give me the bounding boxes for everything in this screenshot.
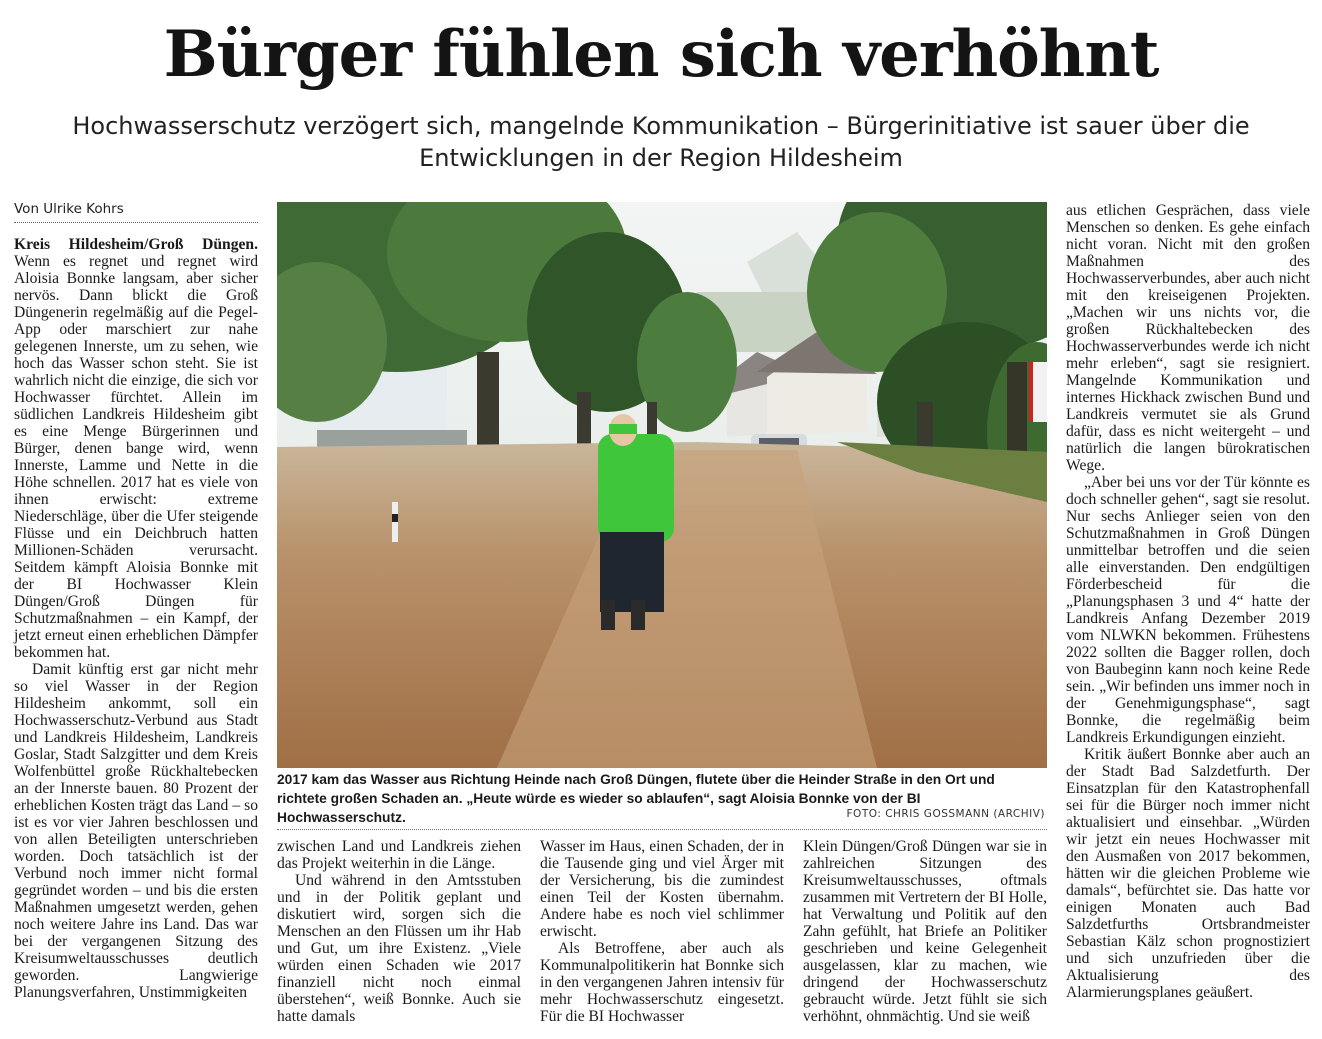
flood-photo-image bbox=[277, 202, 1047, 768]
article-column-3 bbox=[540, 838, 784, 1025]
byline: Von Ulrike Kohrs bbox=[14, 200, 258, 223]
photo-caption: 2017 kam das Wasser aus Richtung Heinde nach Groß Düngen, flutete über die Heinder Straße in den Ort und richtete großen Schaden an. „Heute würde es wieder so ablaufen“, sagt Aloisia Bonnke von der BI Hochwasserschutz. bbox=[277, 772, 995, 825]
paragraph: aus etlichen Gesprächen, dass viele Menschen so denken. Es gehe einfach nicht voran. Nicht mit den großen Maßnahmen des Hochwasserverbundes, aber auch nicht mit den kreiseigenen Projekten. „Machen wir uns nichts vor, die großen Rückhaltebecken des Hochwasserverbundes werde ich nicht mehr erleben“, sagt sie resigniert. Mangelnde Kommunikation und internes Hickhack zwischen Bund und Landkreis vermutet sie als Grund dafür, dass es nicht weitergeht – und natürlich die langen bürokratischen Wege. bbox=[1066, 202, 1310, 474]
dateline: Kreis Hildesheim/Groß Düngen. bbox=[14, 236, 258, 253]
article-column-2 bbox=[277, 838, 521, 1025]
paragraph: Und während in den Amtsstuben und in der Politik geplant und diskutiert wird, sorgen sich die Menschen an den Flüssen um ihr Hab und Gut, um ihre Existenz. „Viele würden einen Schaden wie 2017 finanziell nicht noch einmal überstehen“, weiß Bonnke. Auch sie hatte damals bbox=[277, 872, 521, 1025]
paragraph: Wasser im Haus, einen Schaden, der in die Tausende ging und viel Ärger mit der Versicherung, bis die zumindest einen Teil der Kosten übernahm. Andere habe es noch viel schlimmer erwischt. bbox=[540, 838, 784, 940]
article-column-4 bbox=[803, 838, 1047, 1025]
article-column-1 bbox=[14, 236, 258, 1001]
paragraph: Damit künftig erst gar nicht mehr so viel Wasser in der Region Hildesheim ankommt, soll ein Hochwasserschutz-Verbund aus Stadt und Landkreis Hildesheim, Landkreis Goslar, Stadt Salzgitter und dem Kreis Wolfenbüttel große Rückhaltebecken an der Innerste bauen. 80 Prozent der erheblichen Kosten trägt das Land – so ist es vor vier Jahren beschlossen und von allen Beteiligten unterschrieben worden. Doch tatsächlich ist der Verbund noch immer nicht formal gegründet worden – und bis die ersten Maßnahmen umgesetzt werden, gehen noch weitere Jahre ins Land. Das war bei der vergangenen Sitzung des Kreisumweltausschusses deutlich geworden. Langwierige Planungsverfahren, Unstimmigkeiten bbox=[14, 661, 258, 1001]
photo-credit: FOTO: CHRIS GOSSMANN (ARCHIV) bbox=[846, 808, 1045, 820]
caption-divider bbox=[277, 829, 1047, 830]
paragraph: „Aber bei uns vor der Tür könnte es doch schneller gehen“, sagt sie resolut. Nur sechs Anlieger seien von den Schutzmaßnahmen in Groß Düngen unmittelbar betroffen und die seien alle einverstanden. Den endgültigen Förderbescheid für die „Planungsphasen 3 und 4“ hatte der Landkreis Anfang Dezember 2019 vom NLWKN bekommen. Frühestens 2022 sollten die Bagger rollen, doch von Baubeginn kann noch keine Rede sein. „Wir befinden uns immer noch in der Genehmigungsphase“, sagt Bonnke, die regelmäßig beim Landkreis Erkundigungen einzieht. bbox=[1066, 474, 1310, 746]
headline: Bürger fühlen sich verhöhnt bbox=[163, 17, 1159, 92]
flood-photo bbox=[277, 202, 1047, 768]
paragraph: Kritik äußert Bonnke aber auch an der Stadt Bad Salzdetfurth. Der Einsatzplan für den Katastrophenfall sei für die Bürger noch immer nicht aktualisiert und einsehbar. „Würden wir jetzt ein neues Hochwasser mit den Ausmaßen von 2017 bekommen, hätten wir die gleichen Probleme wie damals“, befürchtet sie. Das hatte vor einigen Monaten auch Bad Salzdetfurths Ortsbrandmeister Sebastian Kälz schon prognostiziert und sich unzufrieden über die Aktualisierung des Alarmierungsplanes geäußert. bbox=[1066, 746, 1310, 1001]
paragraph bbox=[14, 236, 258, 661]
paragraph: Als Betroffene, aber auch als Kommunalpolitikerin hat Bonnke sich in den vergangenen Jahren intensiv für mehr Hochwasserschutz eingesetzt. Für die BI Hochwasser bbox=[540, 940, 784, 1025]
subheadline: Hochwasserschutz verzögert sich, mangelnde Kommunikation – Bürgerinitiative ist sauer über die Entwicklungen in der Region Hildesheim bbox=[72, 112, 1250, 172]
paragraph-text: Wenn es regnet und regnet wird Aloisia Bonnke langsam, aber sicher nervös. Dann blickt die Groß Düngenerin regelmäßig auf die Pegel-App oder marschiert zur nahe gelegenen Innerste, um zu sehen, wie hoch das Wasser schon steht. Sie ist wahrlich nicht die einzige, die sich vor Hochwasser fürchtet. Allein im südlichen Landkreis Hildesheim gibt es eine Menge Bürgerinnen und Bürger, denen bange wird, wenn Innerste, Lamme und Nette in die Höhe schnellen. 2017 hat es viele von ihnen erwischt: extreme Niederschläge, über die Ufer steigende Flüsse und ein Deichbruch hatten Millionen-Schäden verursacht. Seitdem kämpft Aloisia Bonnke mit der BI Hochwasser Klein Düngen/Groß Düngen für Schutzmaßnahmen – ein Kampf, der jetzt erneut einen erheblichen Dämpfer bekommen hat. bbox=[14, 253, 258, 661]
paragraph: Klein Düngen/Groß Düngen war sie in zahlreichen Sitzungen des Kreisumweltausschusses, oftmals zusammen mit Vertretern der BI Holle, hat Verwaltung und Politik auf den Zahn gefühlt, hat Briefe an Politiker geschrieben und keine Gelegenheit ausgelassen, klar zu machen, wie dringend der Hochwasserschutz gebraucht würde. Jetzt fühlt sie sich verhöhnt, ohnmächtig. Und sie weiß bbox=[803, 838, 1047, 1025]
article-column-5 bbox=[1066, 202, 1310, 1001]
paragraph: zwischen Land und Landkreis ziehen das Projekt weiterhin in die Länge. bbox=[277, 838, 521, 872]
